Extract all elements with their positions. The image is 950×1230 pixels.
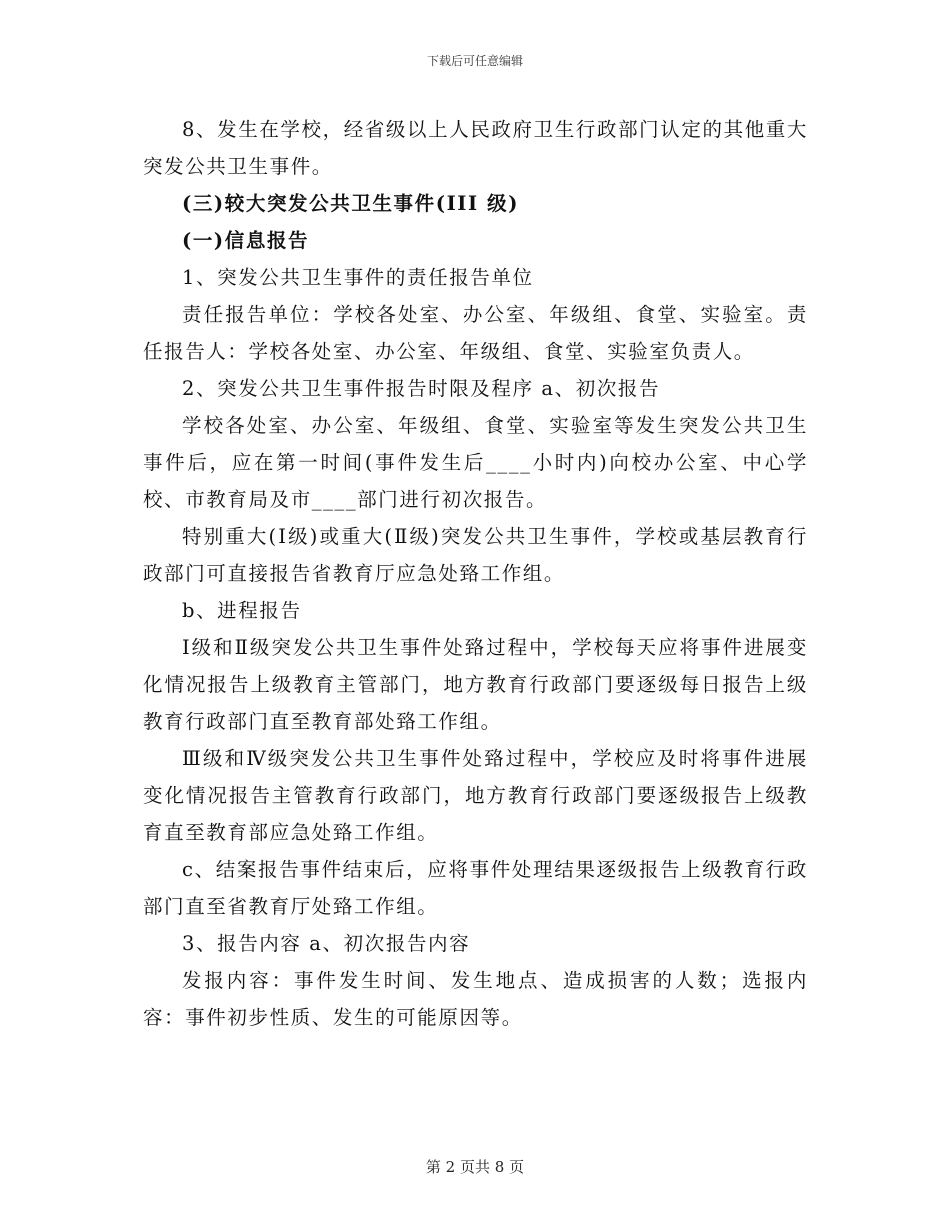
paragraph-report-content-title: 3、报告内容 a、初次报告内容 [182,932,471,955]
paragraph-closing-report: c、结案报告事件结束后，应将事件处理结果逐级报告上级教育行政部门直至省教育厅处臵工作组。 [143,858,808,918]
paragraph-time-limit-title: 2、突发公共卫生事件报告时限及程序 a、初次报告 [182,377,661,400]
page-header: 下载后可任意编辑 [426,54,523,68]
page-footer: 第 2 页共 8 页 [425,1158,525,1176]
paragraph-report-content: 发报内容：事件发生时间、发生地点、造成损害的人数；选报内容：事件初步性质、发生的可能原因等。 [143,969,808,1029]
document-body [143,111,808,1036]
paragraph-item-8: 8、发生在学校，经省级以上人民政府卫生行政部门认定的其他重大突发公共卫生事件。 [143,118,808,178]
paragraph-major-events: 特别重大(Ⅰ级)或重大(Ⅱ级)突发公共卫生事件，学校或基层教育行政部门可直接报告省教育厅应急处臵工作组。 [143,525,808,585]
paragraph-responsible-units-title: 1、突发公共卫生事件的责任报告单位 [182,266,534,289]
section-heading-level-3: (三)较大突发公共卫生事件(III 级) [182,192,520,215]
paragraph-level-1-2-progress: Ⅰ级和Ⅱ级突发公共卫生事件处臵过程中，学校每天应将事件进展变化情况报告上级教育主管部门，地方教育行政部门要逐级每日报告上级教育行政部门直至教育部处臵工作组。 [143,636,808,733]
paragraph-responsible-units: 责任报告单位：学校各处室、办公室、年级组、食堂、实验室。责任报告人：学校各处室、办公室、年级组、食堂、实验室负责人。 [143,303,808,363]
paragraph-progress-report-title: b、进程报告 [182,599,302,622]
paragraph-level-3-4-progress: Ⅲ级和Ⅳ级突发公共卫生事件处臵过程中，学校应及时将事件进展变化情况报告主管教育行政部门，地方教育行政部门要逐级报告上级教育直至教育部应急处臵工作组。 [143,747,808,844]
paragraph-initial-report: 学校各处室、办公室、年级组、食堂、实验室等发生突发公共卫生事件后，应在第一时间(事件发生后____小时内)向校办公室、中心学校、市教育局及市____部门进行初次报告。 [143,414,808,511]
subsection-heading-info-report: (一)信息报告 [182,229,310,252]
